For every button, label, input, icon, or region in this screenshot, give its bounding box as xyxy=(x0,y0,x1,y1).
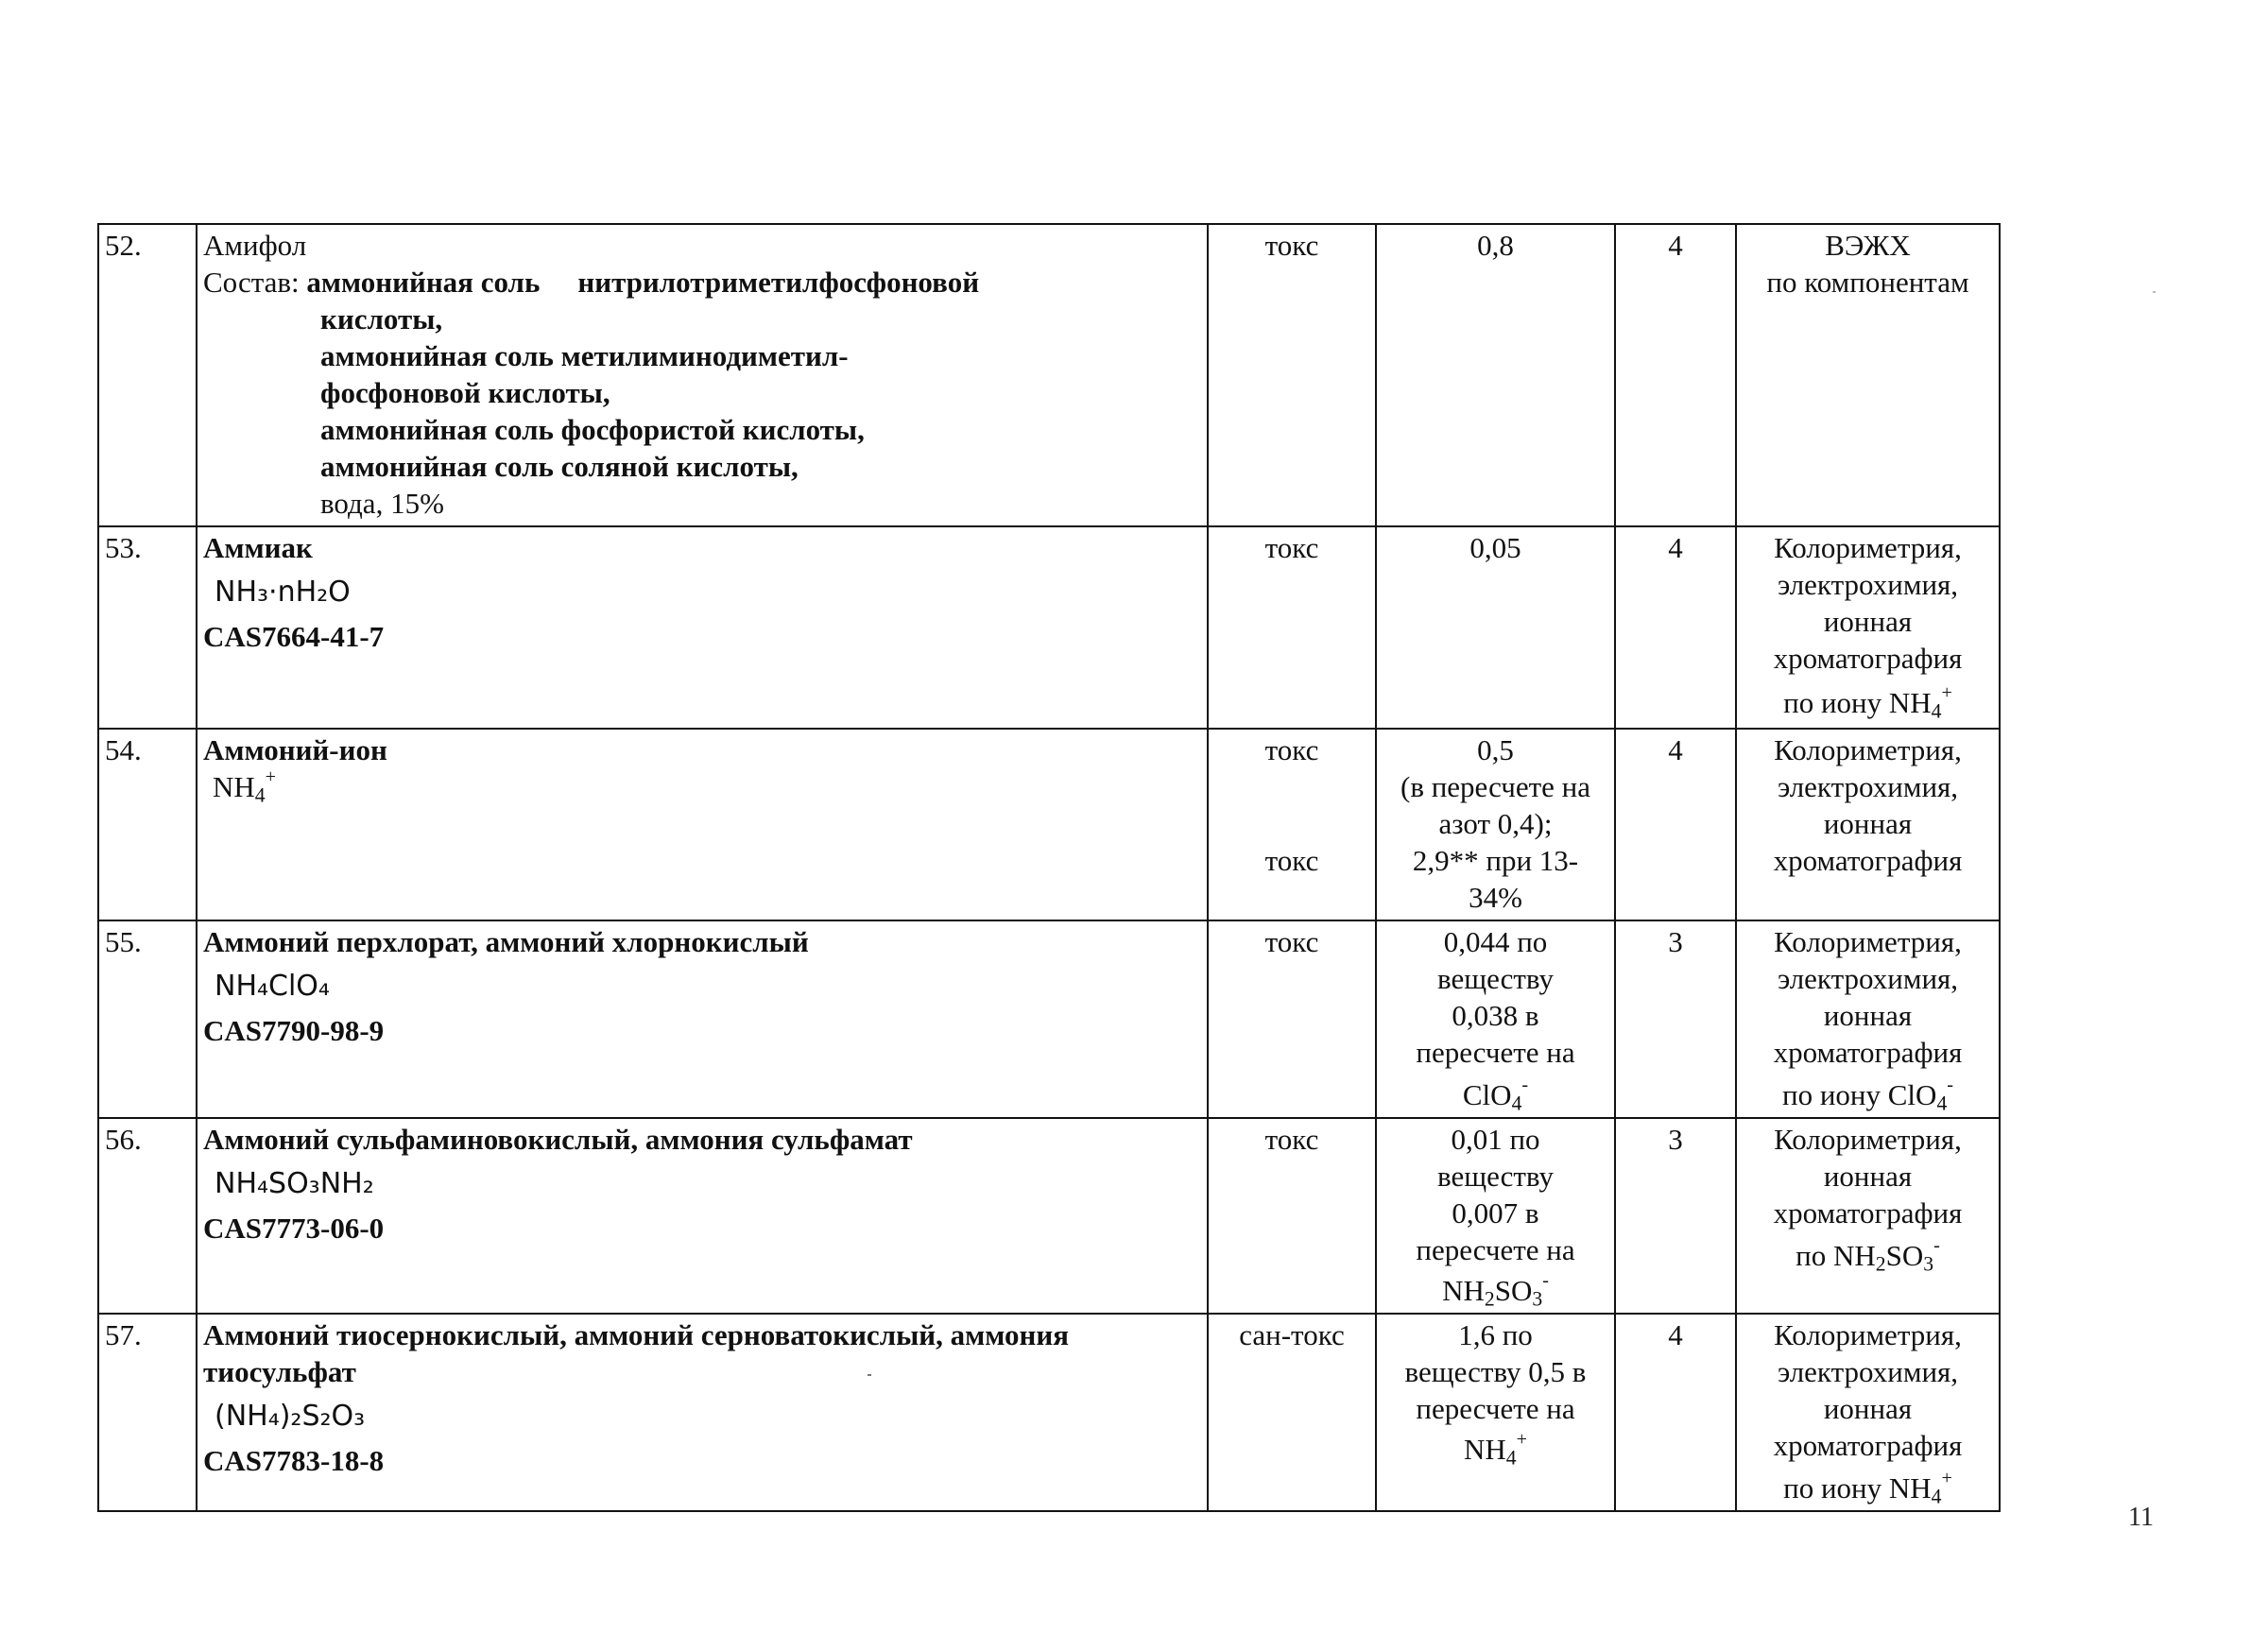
chemical-formula: $NH_4^+$ xyxy=(213,765,276,807)
hazard-class: 4 xyxy=(1615,224,1736,526)
chemical-formula: (NH₄)₂S₂O₃ xyxy=(215,1400,366,1433)
hazard-class: 4 xyxy=(1615,526,1736,729)
substance-cell xyxy=(197,224,1208,526)
concentration-value: 0,8 xyxy=(1376,224,1615,526)
cas-number: CAS7664-41-7 xyxy=(203,620,385,653)
table-row xyxy=(98,1314,2000,1511)
chemical-formula: NH₄ClO₄ xyxy=(215,970,330,1003)
cas-number: CAS7773-06-0 xyxy=(203,1212,385,1245)
hazard-indicator: токс токс xyxy=(1208,729,1376,920)
row-number: 52. xyxy=(98,224,197,526)
substance-name: Аммиак xyxy=(203,531,313,564)
concentration-value: 0,5 (в пересчете на азот 0,4); 2,9** при 13- 34% xyxy=(1376,729,1615,920)
hazard-class: 4 xyxy=(1615,1314,1736,1511)
analysis-method: ВЭЖХ по компонентам xyxy=(1736,224,2000,526)
analysis-method: Колориметрия, ионная хроматография по $NH_2SO_3^-$ xyxy=(1736,1118,2000,1314)
concentration-value: 0,05 xyxy=(1376,526,1615,729)
scan-speck xyxy=(2153,291,2156,293)
analysis-method: Колориметрия, электрохимия, ионная хроматография по иону $NH_4^+$ xyxy=(1736,526,2000,729)
composition-first-line: Состав: аммонийная соль нитрилотриметилфосфоновой xyxy=(203,266,980,299)
table-row xyxy=(98,729,2000,920)
hazard-indicator: токс xyxy=(1208,526,1376,729)
table-row xyxy=(98,920,2000,1118)
row-number: 53. xyxy=(98,526,197,729)
substance-name: Аммоний сульфаминовокислый, аммония сульфамат xyxy=(203,1123,913,1156)
concentration-value: 0,01 по веществу 0,007 в пересчете на $NH_2SO_3^-$ xyxy=(1376,1118,1615,1314)
composition-line: аммонийная соль фосфористой кислоты, xyxy=(320,413,865,446)
table-row xyxy=(98,1118,2000,1314)
substance-name: Аммоний перхлорат, аммоний хлорнокислый xyxy=(203,925,809,958)
substance-cell xyxy=(197,1314,1208,1511)
chemical-formula: NH₄SO₃NH₂ xyxy=(215,1167,374,1200)
row-number: 56. xyxy=(98,1118,197,1314)
composition-line: фосфоновой кислоты, xyxy=(320,376,610,409)
analysis-method: Колориметрия, электрохимия, ионная хроматография по иону ClO$_4$- xyxy=(1736,920,2000,1118)
substance-cell xyxy=(197,526,1208,729)
row-number: 54. xyxy=(98,729,197,920)
concentration-value: 0,044 по веществу 0,038 в пересчете на ClO$_4$- xyxy=(1376,920,1615,1118)
substance-name: Аммоний-ион xyxy=(203,733,387,766)
composition-line: аммонийная соль метилиминодиметил- xyxy=(320,339,849,372)
row-number: 57. xyxy=(98,1314,197,1511)
hazard-class: 4 xyxy=(1615,729,1736,920)
hazard-indicator: токс xyxy=(1208,1118,1376,1314)
analysis-method: Колориметрия, электрохимия, ионная хроматография по иону $NH_4^+$ xyxy=(1736,1314,2000,1511)
composition-line: кислоты, xyxy=(320,302,443,335)
row-number: 55. xyxy=(98,920,197,1118)
cas-number: CAS7783-18-8 xyxy=(203,1444,385,1477)
hazard-indicator: сан-токс xyxy=(1208,1314,1376,1511)
substance-name: Амифол xyxy=(203,229,307,262)
hazard-indicator: токс xyxy=(1208,224,1376,526)
hazard-indicator: токс xyxy=(1208,920,1376,1118)
cas-number: CAS7790-98-9 xyxy=(203,1014,385,1047)
substance-cell xyxy=(197,920,1208,1118)
chemical-formula: NH₃·nH₂O xyxy=(215,576,351,609)
hazard-class: 3 xyxy=(1615,920,1736,1118)
concentration-value: 1,6 по веществу 0,5 в пересчете на $NH_4^+$ xyxy=(1376,1314,1615,1511)
table-row xyxy=(98,224,2000,526)
page-number: 11 xyxy=(2128,1503,2154,1532)
substance-cell xyxy=(197,729,1208,920)
hazard-class: 3 xyxy=(1615,1118,1736,1314)
table-row xyxy=(98,526,2000,729)
substances-table xyxy=(97,223,2001,1512)
analysis-method: Колориметрия, электрохимия, ионная хроматография xyxy=(1736,729,2000,920)
substance-cell xyxy=(197,1118,1208,1314)
composition-line: вода, 15% xyxy=(320,487,444,520)
composition-line: аммонийная соль соляной кислоты, xyxy=(320,450,799,483)
substance-name: Аммоний тиосернокислый, аммоний серноватокислый, аммония тиосульфат xyxy=(203,1318,1069,1388)
